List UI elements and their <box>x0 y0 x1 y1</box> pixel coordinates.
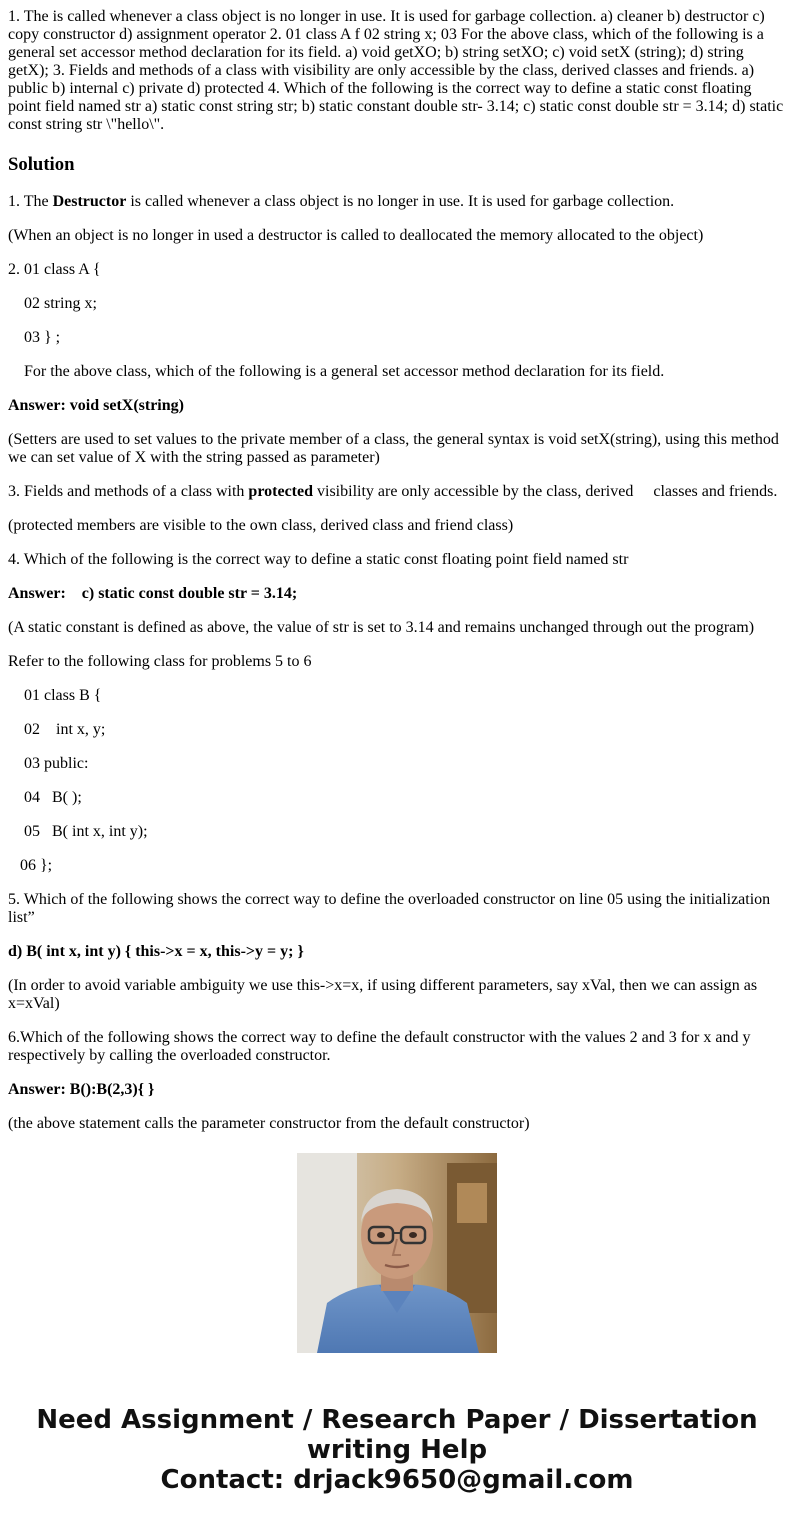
question-paragraph: 1. The is called whenever a class object is no longer in use. It is used for garbage collection. a) cleaner b) destructor c) copy constructor d) assignment operator 2. 01 class A f 02 string x; 03 For the above class, which of the following is a general set accessor method declaration for its field. a) void getXO; b) string setXO; c) void setX (string); d) string getX); 3. Fields and methods of a class with visibility are only accessible by the class, derived classes and friends. a) public b) internal c) private d) protected 4. Which of the following is the correct way to define a static const floating point field named str a) static const string str; b) static constant double str- 3.14; c) static const double str = 3.14; d) static const string str \"hello\". <box>8 8 784 133</box>
solution-4-note: (A static constant is defined as above, the value of str is set to 3.14 and remains unchanged through out the program) <box>8 619 755 636</box>
solution-5-answer: d) B( int x, int y) { this->x = x, this->y = y; } <box>8 943 304 960</box>
author-avatar <box>297 1153 497 1353</box>
code-line-b4: 04 B( ); <box>24 789 82 806</box>
solution-1: 1. The Destructor is called whenever a class object is no longer in use. It is used for garbage collection. <box>8 193 675 210</box>
code-line-b5: 05 B( int x, int y); <box>24 823 148 840</box>
solution-1-note: (When an object is no longer in used a destructor is called to deallocated the memory allocated to the object) <box>8 227 704 244</box>
solution-3: 3. Fields and methods of a class with protected visibility are only accessible by the class, derived classes and friends. <box>8 483 778 500</box>
solution-4-answer: Answer: c) static const double str = 3.14; <box>8 585 298 602</box>
code-line-a1: 2. 01 class A { <box>8 261 101 278</box>
solution-5-question: 5. Which of the following shows the correct way to define the overloaded constructor on line 05 using the initialization list” <box>8 891 771 926</box>
code-line-b3: 03 public: <box>24 755 89 772</box>
solution-heading: Solution <box>8 154 75 175</box>
refer-text: Refer to the following class for problems 5 to 6 <box>8 653 312 670</box>
solution-3-note: (protected members are visible to the own class, derived class and friend class) <box>8 517 514 534</box>
code-line-b1: 01 class B { <box>24 687 102 704</box>
solution-6-note: (the above statement calls the parameter constructor from the default constructor) <box>8 1115 530 1132</box>
promo-line-2: writing Help <box>306 1435 488 1465</box>
code-line-b6: 06 }; <box>20 857 53 874</box>
code-line-a3: 03 } ; <box>24 329 61 346</box>
document-content <box>8 8 786 1132</box>
promo-line-1: Need Assignment / Research Paper / Dissertation <box>36 1405 758 1435</box>
solution-6-answer: Answer: B():B(2,3){ } <box>8 1081 155 1098</box>
promo-contact: Contact: drjack9650@gmail.com <box>160 1465 634 1495</box>
code-line-b2: 02 int x, y; <box>24 721 106 738</box>
solution-2-question: For the above class, which of the following is a general set accessor method declaration for its field. <box>24 363 665 380</box>
solution-6-question: 6.Which of the following shows the correct way to define the default constructor with the values 2 and 3 for x and y respectively by calling the overloaded constructor. <box>8 1029 751 1064</box>
solution-5-note: (In order to avoid variable ambiguity we use this->x=x, if using different parameters, say xVal, then we can assign as x=xVal) <box>8 977 758 1012</box>
promo-banner <box>0 1405 794 1495</box>
code-line-a2: 02 string x; <box>24 295 97 312</box>
solution-2-note: (Setters are used to set values to the private member of a class, the general syntax is void setX(string), using this method we can set value of X with the string passed as parameter) <box>8 431 779 466</box>
solution-4-question: 4. Which of the following is the correct way to define a static const floating point field named str <box>8 551 629 568</box>
author-portrait-image <box>297 1153 497 1353</box>
solution-2-answer: Answer: void setX(string) <box>8 397 184 414</box>
